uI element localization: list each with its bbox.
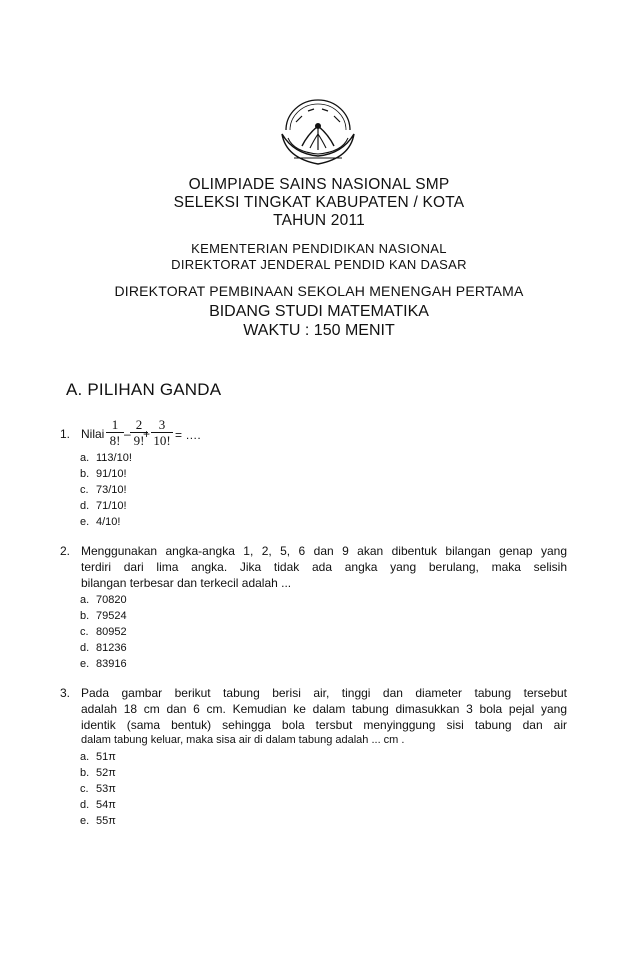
option-letter: d.: [80, 799, 90, 811]
question-text-line: Menggunakan angka-angka 1, 2, 5, 6 dan 9 akan dibentuk bilangan genap yang: [81, 544, 567, 558]
tut-wuri-handayani-logo: [272, 96, 364, 168]
title-line-1: OLIMPIADE SAINS NASIONAL SMP: [188, 176, 450, 193]
question-number: 1.: [60, 427, 71, 441]
option-letter: d.: [80, 642, 90, 654]
option-letter: c.: [80, 484, 89, 496]
option-letter: a.: [80, 452, 90, 464]
option-letter: c.: [80, 783, 89, 795]
option-text: 52π: [96, 767, 116, 779]
question-text-line: identik (sama bentuk) sehingga bola tersbut menyinggung sisi tabung dan air: [81, 718, 567, 732]
option-e: [80, 516, 120, 528]
time-line: WAKTU : 150 MENIT: [243, 322, 395, 339]
option-letter: d.: [80, 500, 90, 512]
option-letter: b.: [80, 468, 90, 480]
question-number: 2.: [60, 544, 71, 558]
question-text-line: bilangan terbesar dan terkecil adalah ...: [81, 576, 292, 590]
operator-minus: –: [124, 427, 131, 441]
operator-plus: +: [143, 427, 151, 441]
option-letter: e.: [80, 516, 90, 528]
option-text: 113/10!: [96, 452, 132, 464]
section-title: A. PILIHAN GANDA: [66, 380, 222, 399]
option-letter: c.: [80, 626, 89, 638]
option-letter: e.: [80, 658, 90, 670]
option-a: [80, 751, 116, 763]
option-text: 71/10!: [96, 500, 127, 512]
fraction-numerator: 3: [151, 417, 173, 433]
question-text-line: dalam tabung keluar, maka sisa air di dalam tabung adalah ... cm .: [81, 734, 405, 746]
fraction-numerator: 2: [130, 417, 148, 433]
option-b: [80, 468, 127, 480]
option-text: 54π: [96, 799, 116, 811]
directorate-general-line: DIREKTORAT JENDERAL PENDID KAN DASAR: [171, 257, 467, 272]
option-a: [80, 452, 132, 464]
fraction-denominator: 8!: [109, 433, 121, 448]
question-prefix: Nilai: [81, 427, 105, 441]
option-text: 53π: [96, 783, 116, 795]
fraction-numerator: 1: [106, 417, 124, 433]
option-c: [80, 783, 116, 795]
option-letter: b.: [80, 610, 90, 622]
option-b: [80, 767, 116, 779]
option-letter: b.: [80, 767, 90, 779]
question-text-line: Pada gambar berikut tabung berisi air, tinggi dan diameter tabung tersebut: [81, 686, 567, 700]
option-d: [80, 642, 127, 654]
option-c: [80, 626, 127, 638]
fraction-denominator: 10!: [153, 433, 171, 448]
option-text: 91/10!: [96, 468, 127, 480]
fraction-3: [151, 417, 173, 448]
option-d: [80, 799, 116, 811]
subject-line: BIDANG STUDI MATEMATIKA: [209, 303, 429, 320]
option-text: 79524: [96, 610, 127, 622]
option-text: 4/10!: [96, 516, 121, 528]
option-text: 51π: [96, 751, 116, 763]
option-b: [80, 610, 127, 622]
option-text: 70820: [96, 594, 127, 606]
option-a: [80, 594, 127, 606]
option-letter: a.: [80, 751, 90, 763]
option-text: 81236: [96, 642, 127, 654]
option-text: 73/10!: [96, 484, 127, 496]
option-c: [80, 484, 127, 496]
option-text: 55π: [96, 815, 116, 827]
title-line-2: SELEKSI TINGKAT KABUPATEN / KOTA: [173, 194, 465, 211]
question-number: 3.: [60, 686, 71, 700]
directorate-line: DIREKTORAT PEMBINAAN SEKOLAH MENENGAH PERTAMA: [114, 283, 524, 299]
operator-equals: = ….: [175, 428, 201, 442]
question-text-line: terdiri dari lima angka. Jika tidak ada angka yang berulang, maka selisih: [81, 560, 567, 574]
option-letter: e.: [80, 815, 90, 827]
option-letter: a.: [80, 594, 90, 606]
fraction-denominator: 9!: [133, 433, 145, 448]
title-line-3: TAHUN 2011: [273, 212, 365, 229]
ministry-line: KEMENTERIAN PENDIDIKAN NASIONAL: [191, 241, 447, 256]
option-text: 80952: [96, 626, 127, 638]
option-d: [80, 500, 127, 512]
question-text-line: adalah 18 cm dan 6 cm. Kemudian ke dalam tabung dimasukkan 3 bola pejal yang: [81, 702, 567, 716]
fraction-1: [106, 417, 124, 448]
option-e: [80, 815, 116, 827]
option-e: [80, 658, 127, 670]
option-text: 83916: [96, 658, 127, 670]
